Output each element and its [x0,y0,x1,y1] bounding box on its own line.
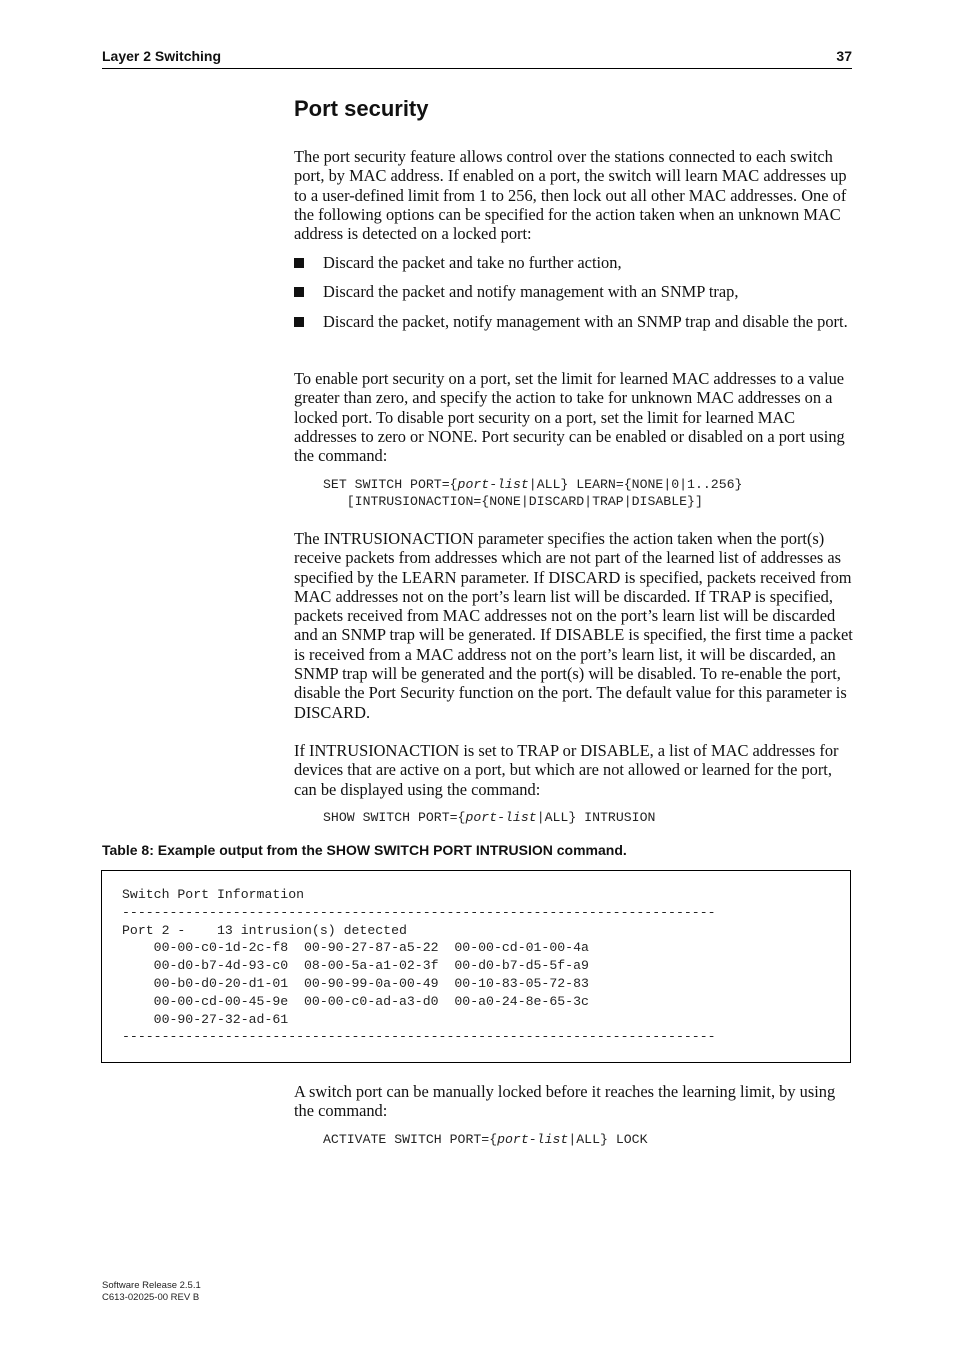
bullet-square-icon [294,317,304,327]
paragraph-lock: A switch port can be manually locked before it reaches the learning limit, by using the command: [294,1082,836,1121]
list-item: Discard the packet and notify management with an SNMP trap, [294,282,854,301]
page-header [102,48,852,69]
page-footer [102,1280,201,1303]
command-activate-switch-port: ACTIVATE SWITCH PORT={port-list|ALL} LOCK [323,1132,648,1147]
section-title: Layer 2 Switching [102,48,222,64]
paragraph-intrusionaction: The INTRUSIONACTION parameter specifies the action taken when the port(s) receive packets from addresses which are not part of the learned list of addresses as specified by the LEARN parameter. If DISCARD is specified, packets received from MAC addresses not on the port’s learn list will be discarded. If TRAP is specified, packets received from MAC addresses not on the port’s learn list will be discarded and an SNMP trap will be generated. If DISABLE is specified, the first time a packet is received from a MAC address not on the port’s learn list, it will be discarded, an SNMP trap will be generated and the port(s) will be disabled. To re-enable the port, disable the Port Security function on the port. The default value for this parameter is DISCARD. [294,529,853,722]
action-options-list [294,253,854,341]
paragraph-intro: The port security feature allows control over the stations connected to each switch port, by MAC address. If enabled on a port, the switch will learn MAC addresses up to a user-defined limit from 1 to 256, then lock out all other MAC addresses. One of the following options can be specified for the action taken when an unknown MAC address is detected on a locked port: [294,147,847,244]
bullet-square-icon [294,258,304,268]
page-number: 37 [836,48,852,64]
table-caption: Table 8: Example output from the SHOW SWITCH PORT INTRUSION command. [102,842,627,858]
bullet-square-icon [294,287,304,297]
command-show-switch-port: SHOW SWITCH PORT={port-list|ALL} INTRUSION [323,810,656,825]
example-output-box [101,870,851,1063]
page-title: Port security [294,96,429,121]
paragraph-show-intrusion: If INTRUSIONACTION is set to TRAP or DISABLE, a list of MAC addresses for devices that are active on a port, but which are not allowed or learned for the port, can be displayed using the command: [294,741,839,799]
release-label: Software Release 2.5.1 [102,1280,201,1291]
command-set-switch-port: SET SWITCH PORT={port-list|ALL} LEARN={NONE|0|1..256} [INTRUSIONACTION={NONE|DISCARD|TRAP|DISABLE}] [323,477,743,509]
list-item: Discard the packet and take no further action, [294,253,854,272]
list-item: Discard the packet, notify management with an SNMP trap and disable the port. [294,312,854,331]
example-output: Switch Port Information --------------------------------------------------------------------------- Port 2 - 13 intrusion(s) detected 00-00-c0-1d-2c-f8 00-90-27-87-a5-22 00-00-cd-01-00-4a 00-d0-b7-4d-93-c0 08-00-5a-a1-02-3f 00-d0-b7-d5-5f-a9 00-b0-d0-20-d1-01 00-90-99-0a-00-49 00-10-83-05-72-83 00-00-cd-00-45-9e 00-00-c0-ad-a3-d0 00-a0-24-8e-65-3c 00-90-27-32-ad-61 --------------------------------------------------------------------------- [122,887,716,1045]
document-id: C613-02025-00 REV B [102,1291,200,1303]
paragraph-enable: To enable port security on a port, set the limit for learned MAC addresses to a value greater than zero, and specify the action to take for unknown MAC addresses on a locked port. To disable port security on a port, set the limit for learned MAC addresses to zero or NONE. Port security can be enabled or disabled on a port using the command: [294,369,845,466]
